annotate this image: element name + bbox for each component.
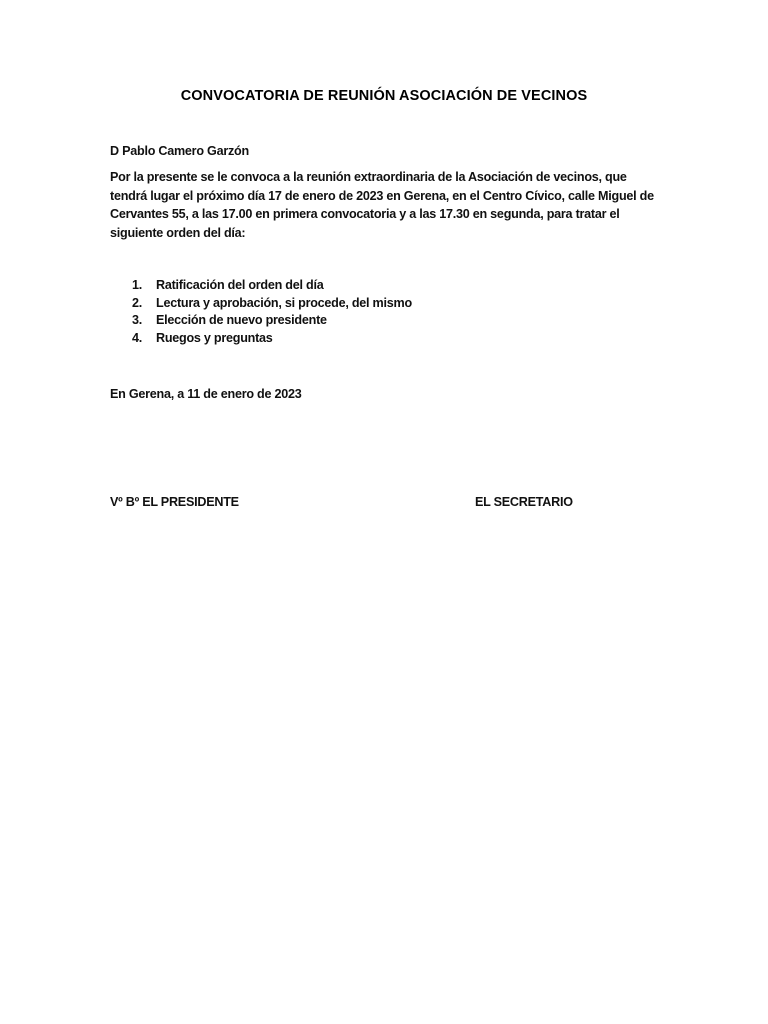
signature-president: Vº Bº EL PRESIDENTE <box>110 495 239 509</box>
agenda-item-number: 1. <box>132 278 143 292</box>
signature-secretary: EL SECRETARIO <box>475 495 573 509</box>
agenda-item-text: Lectura y aprobación, si procede, del mismo <box>156 295 412 310</box>
agenda-item-text: Elección de nuevo presidente <box>156 313 327 328</box>
document-title: CONVOCATORIA DE REUNIÓN ASOCIACIÓN DE VECINOS <box>180 88 588 104</box>
agenda-item-number: 2. <box>132 295 143 310</box>
convocation-paragraph: Por la presente se le convoca a la reunión extraordinaria de la Asociación de vecinos, que tendrá lugar el próximo día 17 de enero de 2023 en Gerena, en el Centro Cívico, calle Miguel de Cervantes 55, a las 17.00 en primera convocatoria y a las 17.30 en segunda, para tratar el siguiente orden del día: <box>110 170 654 240</box>
date-line: En Gerena, a 11 de enero de 2023 <box>110 387 302 401</box>
addressee: D Pablo Camero Garzón <box>110 144 249 158</box>
agenda-item-number: 4. <box>132 330 143 345</box>
agenda-item-number: 3. <box>132 313 143 328</box>
agenda-item-text: Ratificación del orden del día <box>156 278 324 292</box>
agenda-item-text: Ruegos y preguntas <box>156 330 273 345</box>
